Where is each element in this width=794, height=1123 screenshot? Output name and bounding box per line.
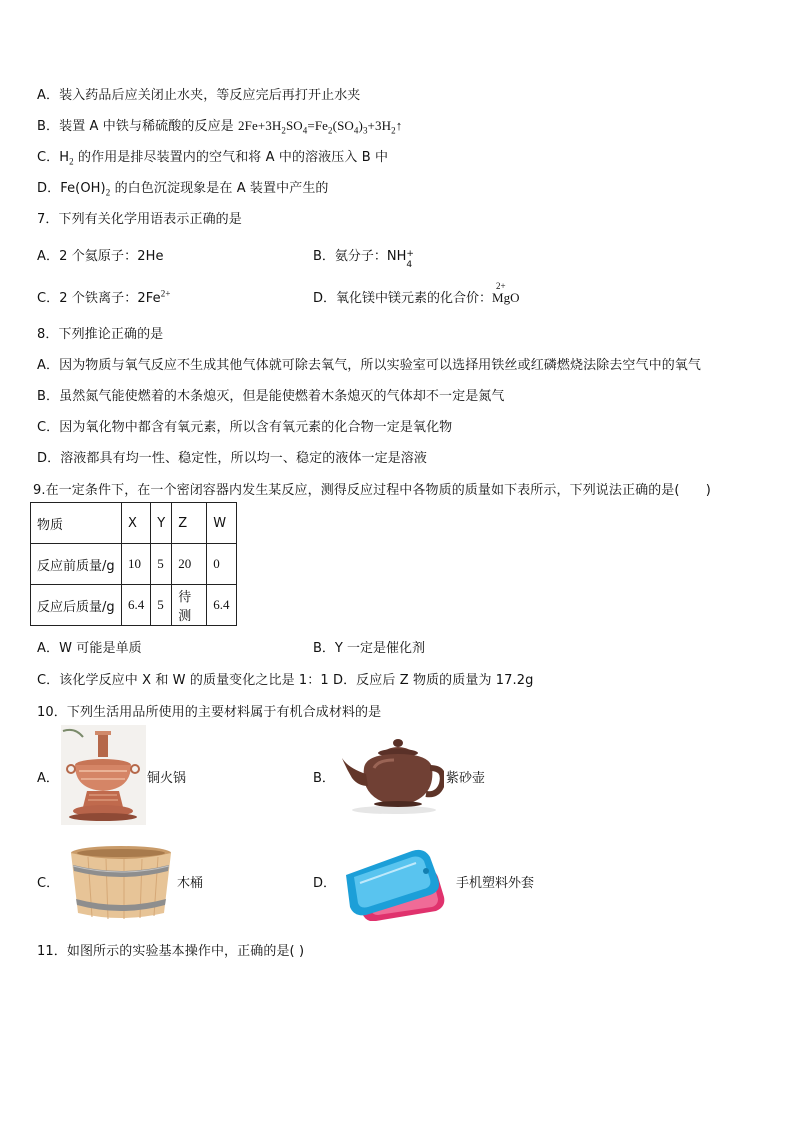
- phone-case-image: [342, 845, 452, 921]
- wooden-bucket-image: [68, 845, 174, 921]
- q10-option-d-label: 手机塑料外套: [456, 876, 535, 891]
- table-cell: 6.4: [122, 585, 151, 626]
- table-cell: X: [122, 503, 151, 544]
- q8-option-c: C．因为氧化物中都含有氧元素，所以含有氧元素的化合物一定是氧化物: [37, 420, 453, 435]
- q10-option-a-label: 铜火锅: [147, 771, 187, 786]
- q9-option-a: A．W 可能是单质: [37, 641, 142, 656]
- q8-option-a: A．因为物质与氧气反应不生成其他气体就可除去氧气，所以实验室可以选择用铁丝或红磷燃烧法除去空气中的氧气: [37, 358, 701, 373]
- q8-option-b: B．虽然氮气能使燃着的木条熄灭，但是能使燃着木条熄灭的气体却不一定是氮气: [37, 389, 505, 404]
- table-cell: 5: [151, 544, 172, 585]
- q10-option-b-label: 紫砂壶: [446, 771, 486, 786]
- q7-option-a: A．2 个氦原子：2He: [37, 249, 164, 264]
- q10-option-b-letter: B．: [313, 771, 335, 786]
- table-cell: 0: [207, 544, 236, 585]
- q9-option-b: B．Y 一定是催化剂: [313, 641, 425, 656]
- table-cell: 20: [172, 544, 207, 585]
- q10-option-d-letter: D．: [313, 876, 337, 891]
- table-cell: 待测: [172, 585, 207, 626]
- table-cell: W: [207, 503, 236, 544]
- q10-stem: 10．下列生活用品所使用的主要材料属于有机合成材料的是: [37, 705, 382, 720]
- q11-stem: 11．如图所示的实验基本操作中，正确的是( ): [37, 944, 305, 959]
- clay-teapot-image: [338, 738, 444, 816]
- q9-mass-table: [30, 502, 237, 626]
- q10-option-c-label: 木桶: [177, 876, 204, 891]
- table-cell: 反应前质量/g: [31, 544, 122, 585]
- q6-option-c: C．$H_2$ 的作用是排尽装置内的空气和将 A 中的溶液压入 B 中: [37, 150, 389, 167]
- q6-option-d: D．$Fe(OH)_2$ 的白色沉淀现象是在 A 装置中产生的: [37, 181, 329, 198]
- q9-option-cd: C．该化学反应中 X 和 W 的质量变化之比是 1：1 D．反应后 Z 物质的质量为 17.2g: [37, 673, 534, 688]
- q7-option-b: B．氨分子：NH + 4: [313, 249, 414, 270]
- q6-option-b-text: B．装置 A 中铁与稀硫酸的反应是: [37, 119, 239, 134]
- q8-option-d: D．溶液都具有均一性、稳定性，所以均一、稳定的液体一定是溶液: [37, 451, 428, 466]
- table-cell: 物质: [31, 503, 122, 544]
- q6-option-a: A．装入药品后应关闭止水夹，等反应完后再打开止水夹: [37, 88, 361, 103]
- table-cell: 10: [122, 544, 151, 585]
- q6-option-b-equation: $2Fe+3H_2SO_4=Fe_2(SO_4)_3+3H_2↑$: [238, 118, 403, 136]
- table-cell: 5: [151, 585, 172, 626]
- table-row: [31, 544, 237, 585]
- copper-hotpot-image: [61, 725, 146, 825]
- q10-option-c-letter: C．: [37, 876, 60, 891]
- table-cell: 6.4: [207, 585, 236, 626]
- table-header-row: [31, 503, 237, 544]
- table-cell: 反应后质量/g: [31, 585, 122, 626]
- q7-option-c: C．2 个铁离子：$2Fe^{2+}$: [37, 288, 171, 306]
- q10-option-a-letter: A．: [37, 771, 59, 786]
- q7-stem: 7．下列有关化学用语表示正确的是: [37, 212, 242, 227]
- q9-stem: 9.在一定条件下，在一个密闭容器内发生某反应，测得反应过程中各物质的质量如下表所示，下列说法正确的是( ): [33, 483, 711, 498]
- valence-notation: 2+ MgO: [492, 281, 520, 305]
- table-cell: Y: [151, 503, 172, 544]
- table-cell: Z: [172, 503, 207, 544]
- q7-option-d: D．氧化镁中镁元素的化合价： 2+ MgO: [313, 281, 520, 306]
- q8-stem: 8．下列推论正确的是: [37, 327, 164, 342]
- table-row: [31, 585, 237, 626]
- q6-option-b: [37, 115, 402, 134]
